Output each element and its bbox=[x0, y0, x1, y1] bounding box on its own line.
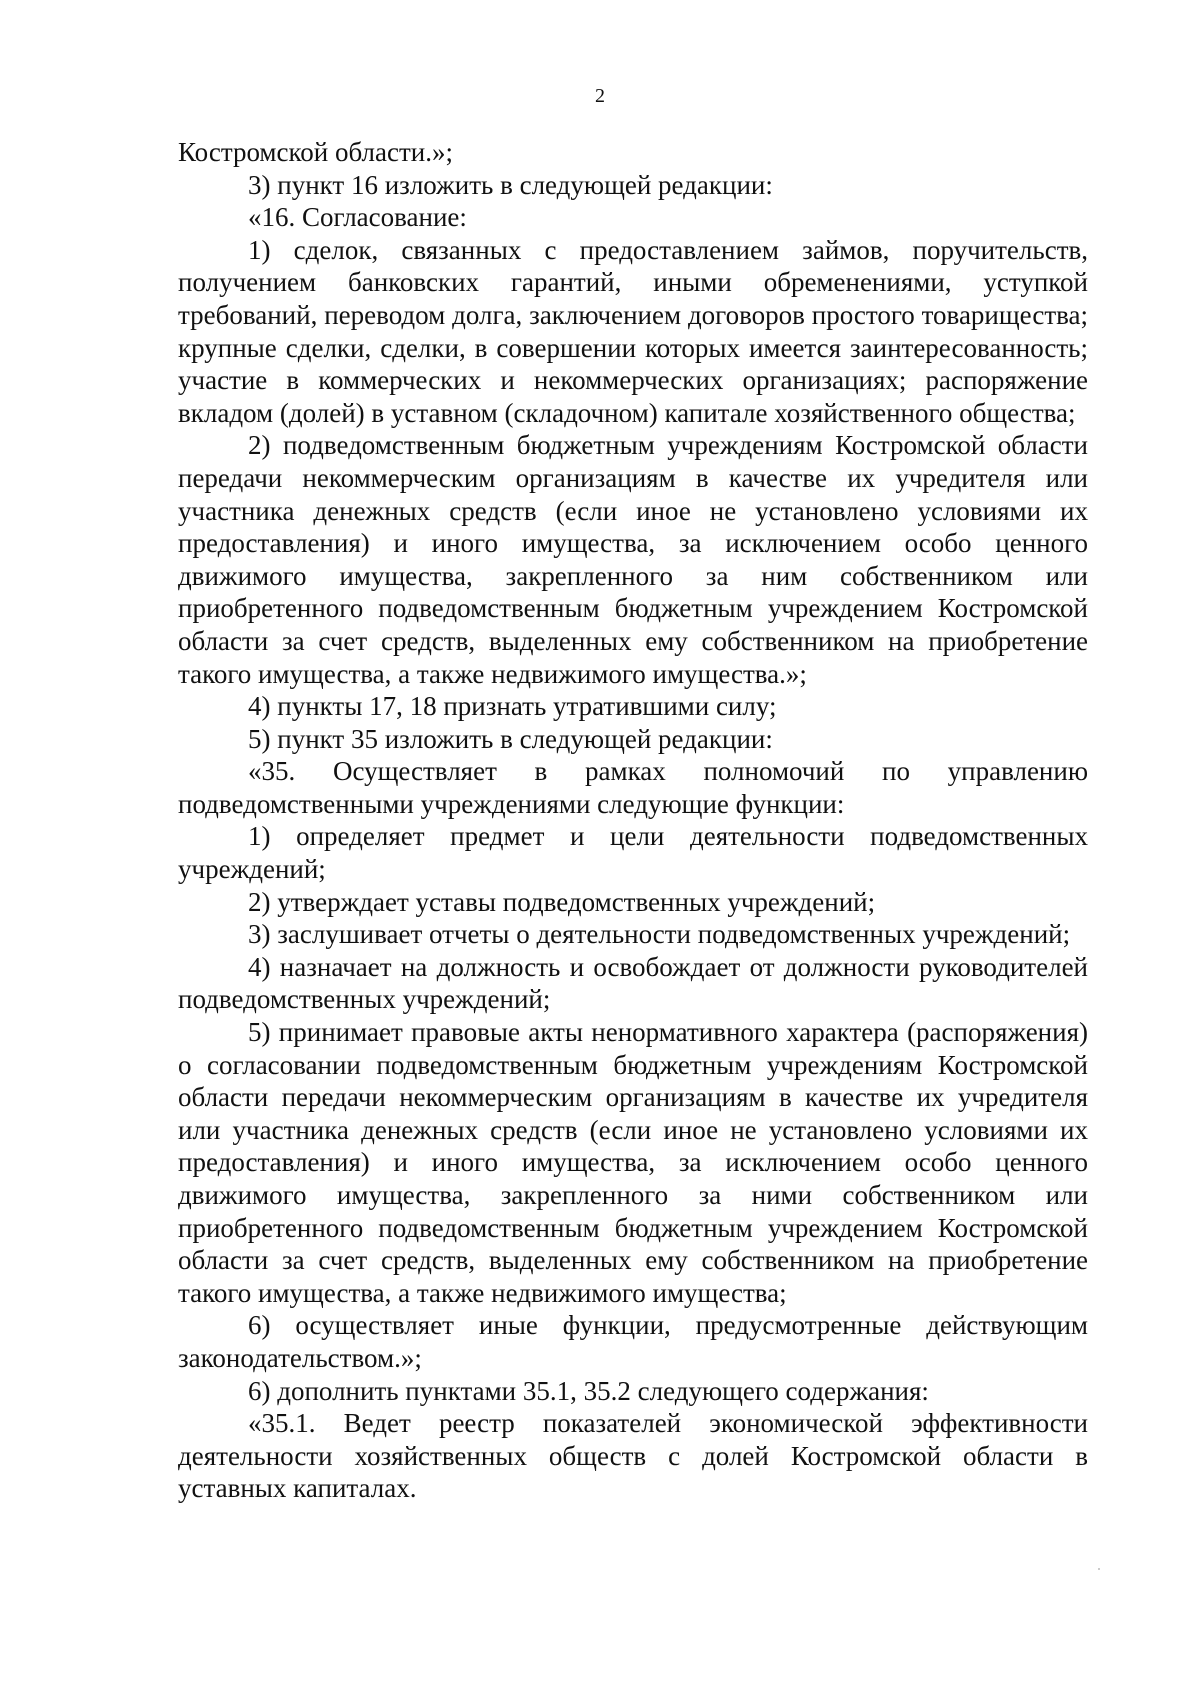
paragraph-item-5: 5) пункт 35 изложить в следующей редакции: bbox=[248, 723, 773, 754]
paragraph-point-35-heading: «35. Осуществляет в рамках полномочий по управлению подведомственными учреждениями следующие функции: bbox=[178, 756, 1088, 819]
paragraph-item-6: 6) дополнить пунктами 35.1, 35.2 следующего содержания: bbox=[248, 1375, 929, 1406]
scan-speck bbox=[1098, 1568, 1100, 1570]
page-number: 2 bbox=[595, 85, 605, 107]
paragraph-point-35-1: «35.1. Ведет реестр показателей экономической эффективности деятельности хозяйственных обществ с долей Костромской области в уставных капиталах. bbox=[178, 1408, 1088, 1504]
paragraph-continuation: Костромской области.»; bbox=[178, 137, 453, 167]
paragraph-point-35-sub-1: 1) определяет предмет и цели деятельности подведомственных учреждений; bbox=[178, 821, 1088, 885]
paragraph-point-16-sub-1: 1) сделок, связанных с предоставлением займов, поручительств, получением банковских гарантий, иными обременениями, уступкой требований, переводом долга, заключением договоров простого товарищества; крупные сделки, сделки, в совершении которых имеется заинтересованность; участие в коммерческих и некоммерческих организациях; распоряжение вкладом (долей) в уставном (складочном) капитале хозяйственного общества; bbox=[178, 234, 1088, 428]
paragraph-point-35-sub-4: 4) назначает на должность и освобождает от должности руководителей подведомственных учреждений; bbox=[178, 951, 1088, 1015]
paragraph-point-35-sub-2: 2) утверждает уставы подведомственных учреждений; bbox=[248, 886, 876, 917]
paragraph-point-35-sub-6: 6) осуществляет иные функции, предусмотренные действующим законодательством.»; bbox=[178, 1310, 1088, 1373]
paragraph-item-3: 3) пункт 16 изложить в следующей редакции: bbox=[248, 169, 773, 200]
paragraph-point-35-sub-3: 3) заслушивает отчеты о деятельности подведомственных учреждений; bbox=[248, 919, 1071, 950]
paragraph-point-16-heading: «16. Согласование: bbox=[248, 202, 467, 233]
paragraph-point-35-sub-5: 5) принимает правовые акты ненормативного характера (распоряжения) о согласовании подведомственным бюджетным учреждениям Костромской области передачи некоммерческим организациям в качестве их учредителя или участника денежных средств (если иное не установлено условиями их предоставления) и иного имущества, за исключением особо ценного движимого имущества, закрепленного за ними собственником или приобретенного подведомственным бюджетным учреждением Костромской области за счет средств, выделенных ему собственником на приобретение такого имущества, а также недвижимого имущества; bbox=[178, 1017, 1088, 1308]
paragraph-item-4: 4) пункты 17, 18 признать утратившими силу; bbox=[248, 691, 777, 722]
paragraph-point-16-sub-2: 2) подведомственным бюджетным учреждениям Костромской области передачи некоммерческим организациям в качестве их учредителя или участника денежных средств (если иное не установлено условиями их предоставления) и иного имущества, за исключением особо ценного движимого имущества, закрепленного за ним собственником или приобретенного подведомственным бюджетным учреждением Костромской области за счет средств, выделенных ему собственником на приобретение такого имущества, а также недвижимого имущества.»; bbox=[178, 430, 1088, 689]
document-body bbox=[178, 136, 1088, 1505]
